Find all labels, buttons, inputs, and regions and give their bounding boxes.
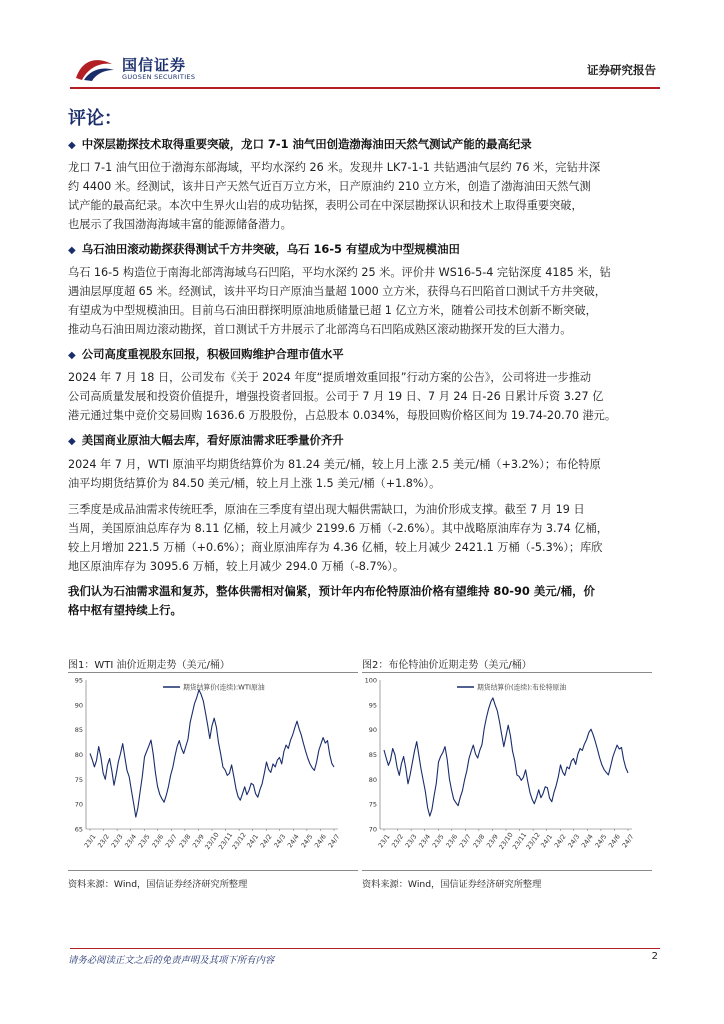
y-tick-label: 95 (74, 676, 83, 685)
header-divider (70, 87, 660, 89)
y-tick-label: 75 (74, 775, 83, 784)
section-heading-1: ◆ 中深层勘探技术取得重要突破，龙口 7-1 油气田创造渤海油田天然气测试产能的最高纪录 (68, 137, 532, 151)
section-heading-3: ◆ 公司高度重视股东回报，积极回购维护合理市值水平 (68, 347, 344, 361)
x-tick-label: 23/11 (216, 831, 235, 851)
y-tick-label: 90 (368, 726, 377, 735)
x-tick-label: 24/1 (245, 832, 261, 850)
y-tick-label: 80 (368, 775, 377, 784)
x-tick-label: 24/5 (299, 832, 315, 850)
legend-label: 期货结算价(连续):布伦特原油 (477, 683, 567, 692)
page-number: 2 (651, 951, 658, 962)
diamond-bullet-icon: ◆ (68, 436, 76, 447)
x-tick-label: 23/8 (471, 832, 487, 850)
chart-legend (457, 683, 566, 692)
conclusion-paragraph: 我们认为石油需求温和复苏，整体供需相对偏紧，预计年内布伦特原油价格有望维持 80-90 美元/桶，价 格中枢有望持续上行。 (68, 584, 595, 617)
y-tick-label: 85 (74, 726, 83, 735)
y-tick-label: 85 (368, 751, 377, 759)
x-tick-label: 23/1 (376, 832, 392, 850)
chart-source: 资料来源：Wind，国信证券经济研究所整理 (68, 879, 248, 890)
chart-top-rule (68, 672, 358, 673)
x-tick-label: 24/2 (552, 832, 568, 850)
chart-plot-area (362, 674, 652, 869)
x-tick-label: 23/3 (403, 832, 419, 850)
section-paragraph-4b: 三季度是成品油需求传统旺季，原油在三季度有望出现大幅供需缺口，为油价形成支撑。截至 7 月 19 日 当周，美国原油总库存为 8.11 亿桶，较上月减少 2199.6 万桶（-2.6%）。其中战略原油库存为 3.74 亿桶， 较上月增加 221.5 万桶（+0.6%）；商业原油库存为 4.36 亿桶，较上月减少 2421.1 万桶（-5.3%）；库欣 地区原油库存为 3095.6 万桶，较上月减少 294.0 万桶（-8.7%）。 (68, 503, 608, 573)
section-heading-2: ◆ 乌石油田滚动勘探获得测试千方井突破，乌石 16-5 有望成为中型规模油田 (68, 242, 460, 256)
section-paragraph-1: 龙口 7-1 油气田位于渤海东部海域，平均水深约 26 米。发现井 LK7-1-1 共钻遇油气层约 76 米，完钻井深 约 4400 米。经测试，该井日产天然气近百万立方米，日产原油约 210 立方米，创造了渤海油田天然气测 试产能的最高纪录。本次中生界火山岩的成功钻探，表明公司在中深层勘探认识和技术上取得重要突破， 也展示了我国渤海海域丰富的能源储备潜力。 (68, 161, 601, 231)
page-header (70, 50, 660, 88)
x-tick-label: 24/4 (579, 832, 595, 850)
section-paragraph-4a: 2024 年 7 月，WTI 原油平均期货结算价为 81.24 美元/桶，较上月上涨 2.5 美元/桶（+3.2%）；布伦特原 油平均期货结算价为 84.50 美元/桶，较上月上涨 1.5 美元/桶（+1.8%）。 (68, 458, 601, 490)
chart-legend (163, 683, 265, 692)
x-tick-label: 23/2 (96, 832, 112, 850)
x-tick-label: 24/5 (593, 832, 609, 850)
x-tick-label: 23/2 (390, 832, 406, 850)
chart-title: 图2：布伦特油价近期走势（美元/桶） (362, 660, 532, 671)
y-tick-label: 70 (74, 800, 83, 809)
x-tick-label: 24/7 (326, 832, 342, 850)
x-tick-label: 23/11 (510, 831, 529, 851)
x-tick-label: 23/6 (444, 832, 460, 850)
y-tick-label: 65 (74, 825, 83, 834)
x-tick-label: 23/8 (177, 832, 193, 850)
x-tick-label: 23/5 (430, 832, 446, 850)
chart-brent (362, 656, 652, 890)
x-tick-label: 23/3 (109, 832, 125, 850)
x-tick-label: 23/9 (190, 832, 206, 850)
section-paragraph-2: 乌石 16-5 构造位于南海北部湾海域乌石凹陷，平均水深约 25 米。评价井 WS16-5-4 完钻深度 4185 米，钻 遇油层厚度超 65 米。经测试，该井平均日产原油当量超 1000 立方米，获得乌石凹陷首口测试千方井突破， 有望成为中型规模油田。目前乌石油田群探明原油地质储量已超 1 亿立方米，随着公司技术创新不断突破， 推动乌石油田周边滚动勘探，首口测试千方井展示了北部湾乌石凹陷成熟区滚动勘探开发的巨大潜力。 (68, 266, 611, 336)
footer-disclaimer: 请务必阅读正文之后的免责声明及其项下所有内容 (68, 955, 275, 966)
chart-bottom-rule (362, 870, 652, 871)
logo-text-cn: 国信证券 (122, 56, 187, 74)
chart-source: 资料来源：Wind，国信证券经济研究所整理 (362, 879, 542, 890)
x-tick-label: 23/12 (524, 831, 542, 851)
x-tick-label: 23/4 (123, 832, 139, 850)
chart-wti (68, 656, 358, 890)
section-heading-4: ◆ 美国商业原油大幅去库，看好原油需求旺季量价齐升 (68, 433, 344, 447)
y-tick-label: 70 (368, 825, 377, 834)
chart-plot-area (68, 674, 358, 869)
x-tick-label: 23/7 (457, 832, 473, 850)
x-tick-label: 23/6 (150, 832, 166, 850)
report-type-label: 证券研究报告 (587, 63, 656, 77)
section-paragraph-3: 2024 年 7 月 18 日，公司发布《关于 2024 年度“提质增效重回报”行动方案的公告》，公司将进一步推动 公司高质量发展和投资价值提升，增强投资者回报。公司于 7 月 19 日、7 月 24 日-26 日累计斥资 3.27 亿 港元通过集中竞价交易回购 1636.6 万股股份，占总股本 0.034%，每股回购价格区间为 19.74-20.70 港元。 (68, 371, 617, 422)
x-tick-label: 24/6 (312, 832, 328, 850)
x-tick-label: 24/3 (566, 832, 582, 850)
x-tick-label: 24/6 (606, 832, 622, 850)
y-tick-label: 75 (368, 800, 377, 809)
x-tick-label: 23/12 (230, 831, 248, 851)
y-tick-label: 100 (364, 676, 377, 685)
x-tick-label: 23/10 (203, 831, 221, 851)
chart-bottom-rule (68, 870, 358, 871)
x-tick-label: 23/9 (484, 832, 500, 850)
chart-title: 图1：WTI 油价近期走势（美元/桶） (68, 660, 230, 671)
diamond-bullet-icon: ◆ (68, 140, 76, 151)
guosen-logo-icon (74, 54, 116, 82)
diamond-bullet-icon: ◆ (68, 245, 76, 256)
x-tick-label: 23/1 (82, 832, 98, 850)
x-tick-label: 24/1 (539, 832, 555, 850)
logo-text-en: GUOSEN SECURITIES (122, 73, 196, 81)
footer-divider (70, 948, 660, 949)
x-tick-label: 23/4 (417, 832, 433, 850)
x-tick-label: 23/5 (136, 832, 152, 850)
x-tick-label: 24/4 (285, 832, 301, 850)
y-tick-label: 90 (74, 701, 83, 710)
y-tick-label: 95 (368, 701, 377, 710)
x-tick-label: 23/10 (497, 831, 515, 851)
section-title: 评论： (68, 108, 122, 129)
x-tick-label: 23/7 (163, 832, 179, 850)
legend-label: 期货结算价(连续):WTI原油 (183, 683, 265, 692)
series-line (384, 698, 628, 816)
x-tick-label: 24/2 (258, 832, 274, 850)
chart-top-rule (362, 672, 652, 673)
x-tick-label: 24/3 (272, 832, 288, 850)
y-tick-label: 80 (74, 751, 83, 759)
x-tick-label: 24/7 (620, 832, 636, 850)
diamond-bullet-icon: ◆ (68, 350, 76, 361)
series-line (90, 690, 334, 817)
